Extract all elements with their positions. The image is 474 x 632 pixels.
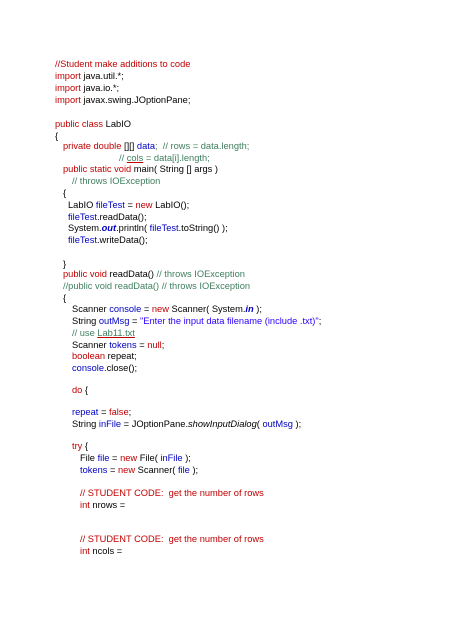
new-keyword: new <box>151 304 169 314</box>
code-text: = <box>107 465 119 475</box>
code-comment: ; // rows = data.length; <box>155 141 250 151</box>
code-line <box>63 292 66 304</box>
code-text: .println( <box>116 223 150 233</box>
import-target: java.util.*; <box>80 71 124 81</box>
type-keyword: int <box>80 546 90 556</box>
code-line <box>72 175 160 187</box>
header-comment: //Student make additions to code <box>55 59 191 69</box>
static-method: showInputDialog <box>188 419 257 429</box>
variable-name: console <box>72 363 105 373</box>
code-line <box>80 533 264 545</box>
import-keyword: import <box>55 71 81 81</box>
code-text: = <box>129 316 140 326</box>
method-signature: readData() <box>106 269 157 279</box>
code-text: LabIO(); <box>152 200 190 210</box>
variable-name: repeat <box>72 407 99 417</box>
code-line <box>63 268 245 280</box>
code-text: repeat; <box>105 351 137 361</box>
variable-name: outMsg <box>98 316 130 326</box>
code-text: File <box>80 453 98 463</box>
variable-name: file <box>177 465 190 475</box>
variable-name: inFile <box>160 453 183 463</box>
code-text: { <box>82 385 89 395</box>
code-line <box>68 222 228 234</box>
code-text: .close(); <box>104 363 138 373</box>
code-text: .toString() ); <box>178 223 228 233</box>
import-keyword: import <box>55 95 81 105</box>
variable-name: fileTest <box>68 212 97 222</box>
code-text: ; <box>128 407 132 417</box>
code-line <box>80 499 125 511</box>
code-line <box>72 440 88 452</box>
code-text: ); <box>253 304 262 314</box>
code-text: = <box>141 304 152 314</box>
code-line <box>72 315 321 327</box>
code-text: ( <box>256 419 263 429</box>
code-line <box>55 82 119 94</box>
code-text: = JOptionPane. <box>121 419 189 429</box>
code-line <box>55 130 58 142</box>
variable-name: file <box>97 453 110 463</box>
code-line <box>55 94 190 106</box>
variable-name: outMsg <box>262 419 293 429</box>
code-text: ); <box>292 419 302 429</box>
null-keyword: null <box>147 340 162 350</box>
code-text: .writeData(); <box>96 235 148 245</box>
code-line <box>72 303 262 315</box>
code-text: = <box>136 340 148 350</box>
code-line <box>72 418 301 430</box>
code-text: String <box>72 316 99 326</box>
import-keyword: import <box>55 83 81 93</box>
code-text: ); <box>189 465 199 475</box>
code-line <box>80 464 198 476</box>
type-keyword: private double <box>63 141 122 151</box>
variable-name: console <box>109 304 142 314</box>
student-comment: // STUDENT CODE: get the number of rows <box>80 534 264 544</box>
code-text: { <box>82 441 89 451</box>
code-comment: // throws IOException <box>72 176 161 186</box>
code-line <box>72 406 131 418</box>
code-line <box>80 545 122 557</box>
code-text: ); <box>182 453 191 463</box>
type-keyword: boolean <box>72 351 106 361</box>
code-text: Scanner <box>72 304 110 314</box>
brace: { <box>63 188 67 198</box>
code-line <box>68 234 148 246</box>
code-comment: = data[i].length; <box>143 153 210 163</box>
code-line <box>55 58 190 70</box>
code-text: Scanner( <box>135 465 178 475</box>
code-text: System. <box>68 223 102 233</box>
do-keyword: do <box>72 385 83 395</box>
code-comment: // throws IOException <box>156 269 245 279</box>
code-text: = <box>98 407 109 417</box>
new-keyword: new <box>135 200 153 210</box>
code-line <box>63 280 250 292</box>
variable-name: fileTest <box>68 235 97 245</box>
code-text: LabIO <box>68 200 96 210</box>
static-field: out <box>101 223 117 233</box>
code-text: File( <box>137 453 161 463</box>
code-line <box>55 118 131 130</box>
variable-name: tokens <box>80 465 108 475</box>
code-text: = <box>109 453 121 463</box>
static-field: in <box>245 304 254 314</box>
code-text: ; <box>161 340 165 350</box>
method-signature: main( String [] args ) <box>131 164 219 174</box>
import-target: javax.swing.JOptionPane; <box>80 95 191 105</box>
new-keyword: new <box>120 453 138 463</box>
code-line <box>63 163 218 175</box>
code-text: nrows = <box>89 500 126 510</box>
code-line <box>72 362 137 374</box>
code-line <box>68 199 189 211</box>
code-text: .readData(); <box>96 212 147 222</box>
type-keyword: int <box>80 500 90 510</box>
variable-name: tokens <box>109 340 137 350</box>
brace: { <box>63 293 67 303</box>
code-comment: // <box>119 153 127 163</box>
variable-name: inFile <box>98 419 122 429</box>
code-line <box>72 327 135 339</box>
variable-name: fileTest <box>149 223 179 233</box>
code-line <box>63 187 66 199</box>
new-keyword: new <box>118 465 136 475</box>
code-text: ncols = <box>89 546 123 556</box>
brace: { <box>55 131 59 141</box>
code-line <box>80 487 264 499</box>
field-name: data <box>136 141 156 151</box>
code-line <box>72 384 88 396</box>
code-comment: // use <box>72 328 98 338</box>
student-comment: // STUDENT CODE: get the number of rows <box>80 488 264 498</box>
code-comment: Lab11.txt <box>97 328 135 338</box>
code-comment: cols <box>126 153 144 163</box>
code-line <box>80 452 191 464</box>
variable-name: fileTest <box>95 200 125 210</box>
code-text: String <box>72 419 99 429</box>
import-target: java.io.*; <box>80 83 120 93</box>
method-keyword: public void <box>63 269 107 279</box>
string-literal: "Enter the input data filename (include .txt)" <box>139 316 319 326</box>
code-text: = <box>124 200 136 210</box>
code-line <box>63 140 249 152</box>
code-comment: //public void readData() // throws IOException <box>63 281 251 291</box>
code-text: Scanner <box>72 340 110 350</box>
try-keyword: try <box>72 441 83 451</box>
code-text: [][] <box>121 141 137 151</box>
code-line <box>55 70 124 82</box>
code-text: ; <box>318 316 322 326</box>
brace: } <box>63 259 67 269</box>
class-name: LabIO <box>103 119 131 129</box>
class-keyword: public class <box>55 119 104 129</box>
code-text: Scanner( System. <box>168 304 246 314</box>
code-line <box>72 350 137 362</box>
false-keyword: false <box>108 407 129 417</box>
method-keyword: public static void <box>63 164 132 174</box>
